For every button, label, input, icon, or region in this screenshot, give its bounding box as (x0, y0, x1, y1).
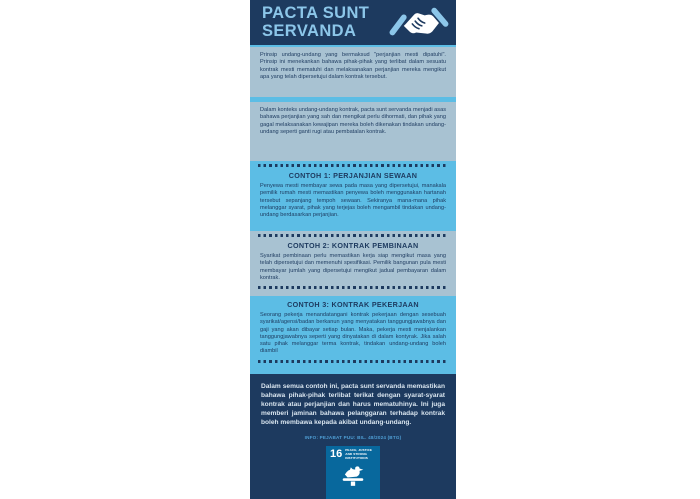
sdg16-label (345, 449, 372, 460)
contoh-3-heading: CONTOH 3: KONTRAK PEKERJAAN (287, 300, 419, 309)
poster-title (262, 5, 386, 39)
sdg16-label-line3: INSTITUTIONS (345, 455, 368, 460)
dotted-divider (258, 360, 448, 363)
dotted-divider (258, 164, 448, 167)
sdg16-number: 16 (330, 448, 343, 461)
dove-icon (330, 464, 376, 486)
conclusion-section (250, 374, 456, 499)
title-line-1: PACTA SUNT (262, 4, 370, 23)
intro-paragraph-2: Dalam konteks undang-undang kontrak, pacta sunt servanda menjadi asas bahawa perjanjian yang sah dan mengikat perlu dihormati, dan pihak yang gagal melaksanakan kewajipan mereka boleh dikenakan tindakan undang-undang seperti ganti rugi atau pembatalan kontrak. (250, 102, 456, 161)
sdg16-label-line1: PEACE, JUSTICE (345, 448, 373, 453)
dotted-divider (258, 234, 448, 237)
handshake-icon (388, 4, 450, 42)
contoh-2-body: Syarikat pembinaan perlu memastikan kerja siap mengikut masa yang telah dipersetujui dan memenuhi spesifikasi. Pemilik bangunan pula mesti membayar jumlah yang dipersetujui mengikut jadual pembayaran dalam kontrak. (260, 253, 446, 281)
poster-header (250, 0, 456, 45)
intro-paragraph-1: Prinsip undang-undang yang bermaksud "perjanjian mesti dipatuhi". Prinsip ini menekankan bahawa pihak-pihak yang terlibat dalam sesuatu kontrak mesti mematuhi dan melaksanakan perjanjian mereka mengikut apa yang telah dipersetujui dalam kontrak tersebut. (250, 47, 456, 97)
contoh-2-heading: CONTOH 2: KONTRAK PEMBINAAN (287, 241, 419, 250)
contoh-1-body: Penyewa mesti membayar sewa pada masa yang dipersetujui, manakala pemilik rumah mesti memastikan penyewa boleh menggunakan hartanah tersebut sepanjang tempoh sewaan. Sekiranya mana-mana pihak melanggar syarat, pihak yang terjejas boleh mengambil tindakan undang-undang berdasarkan perjanjian. (260, 183, 446, 219)
section-contoh-3 (250, 296, 456, 374)
sdg16-badge (326, 446, 380, 499)
info-reference-line: INFO: PEJABAT PUU: BIL. 48/2024 (BTG) (304, 435, 402, 441)
contoh-3-body: Seorang pekerja menandatangani kontrak pekerjaan dengan sesebuah syarikat/agensi/badan berkanun yang menyatakan tanggungjawabnya dan gaji yang akan dibayar setiap bulan. Maka, pekerja mesti menjalankan tanggungjawabnya seperti yang dinyatakan di dalam kontyrak. Jika salah satu pihak melanggar terma kontrak, tindakan undang-undang boleh diambil (260, 312, 446, 355)
contoh-1-heading: CONTOH 1: PERJANJIAN SEWAAN (288, 171, 418, 180)
pacta-sunt-servanda-poster (250, 0, 456, 499)
title-line-2: SERVANDA (262, 21, 357, 40)
conclusion-text: Dalam semua contoh ini, pacta sunt servanda memastikan bahawa pihak-pihak terlibat terikat dengan syarat-syarat kontrak atau perjanjian dan harus mematuhinya. Ini juga memberi jaminan bahawa pelanggaran terhadap kontrak boleh membawa kepada akibat undang-undang. (261, 383, 445, 427)
sdg16-badge-header (330, 449, 376, 460)
section-contoh-1 (250, 161, 456, 231)
sdg16-label-line2: AND STRONG (345, 452, 368, 457)
section-contoh-2 (250, 231, 456, 296)
dotted-divider (258, 286, 448, 289)
